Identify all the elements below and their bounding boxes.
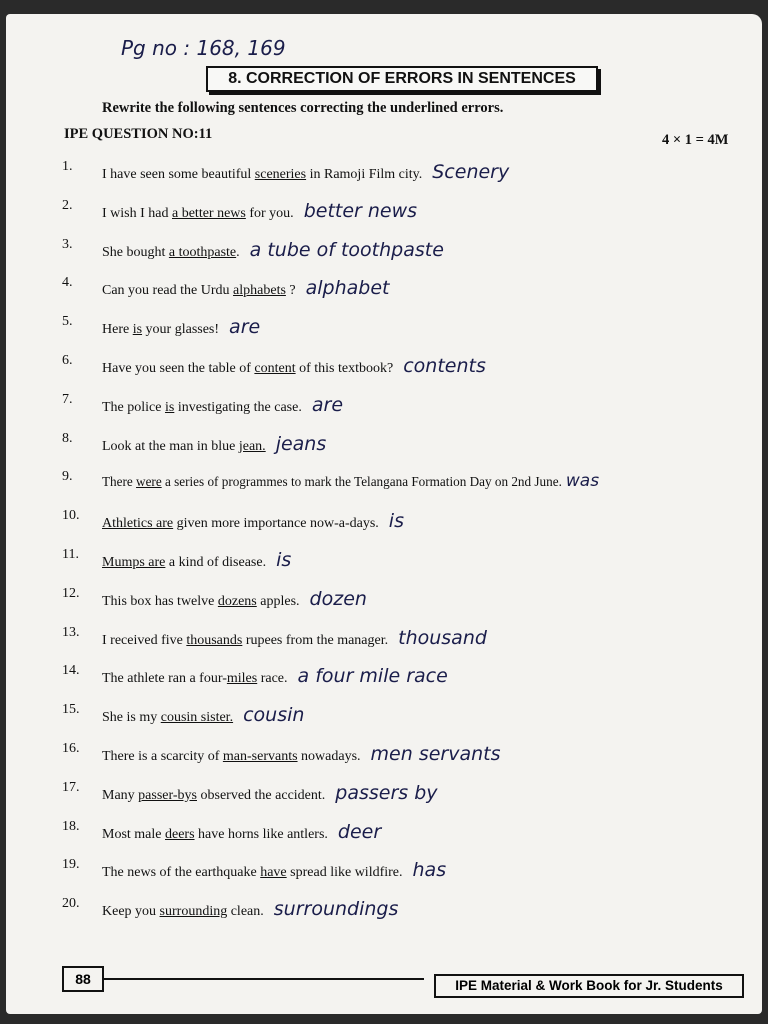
item-number: 10. — [62, 508, 80, 524]
handwritten-answer: is — [388, 510, 404, 533]
item-sentence: Keep you surrounding clean. surroundings — [102, 898, 399, 921]
item-number: 14. — [62, 663, 80, 679]
list-item — [62, 431, 752, 470]
list-item — [62, 392, 752, 431]
handwritten-answer: are — [229, 316, 261, 339]
item-sentence: Most male deers have horns like antlers. deer — [102, 820, 382, 843]
item-number: 8. — [62, 430, 73, 446]
item-sentence: She is my cousin sister. cousin — [102, 704, 305, 727]
item-number: 5. — [62, 314, 73, 330]
list-item — [62, 819, 752, 858]
handwritten-answer: alphabet — [305, 277, 390, 300]
marks-label: 4 × 1 = 4M — [662, 132, 729, 148]
item-number: 3. — [62, 236, 73, 252]
underlined-error: sceneries — [254, 167, 307, 182]
list-item — [62, 702, 752, 741]
item-number: 7. — [62, 391, 73, 407]
item-sentence: She bought a toothpaste. a tube of toothpaste — [102, 238, 444, 261]
handwritten-answer: has — [412, 859, 447, 882]
handwritten-answer: is — [276, 548, 292, 571]
document-page — [6, 14, 762, 1014]
item-sentence: Athletics are given more importance now-a-days. is — [102, 510, 404, 533]
chapter-title: 8. CORRECTION OF ERRORS IN SENTENCES — [206, 66, 598, 92]
underlined-error: passer-bys — [138, 787, 197, 803]
handwritten-answer: deer — [337, 820, 382, 843]
underlined-error: a better news — [172, 205, 246, 221]
list-item — [62, 547, 752, 586]
underlined-error: surrounding — [159, 904, 228, 920]
item-number: 12. — [62, 585, 80, 601]
handwritten-answer: dozen — [309, 587, 367, 610]
list-item — [62, 353, 752, 392]
question-list — [62, 159, 752, 935]
item-sentence: I wish I had a better news for you. better news — [102, 199, 418, 222]
item-sentence: This box has twelve dozens apples. dozen — [102, 587, 367, 610]
underlined-error: Athletics are — [102, 516, 174, 532]
list-item — [62, 741, 752, 780]
item-sentence: There is a scarcity of man-servants nowadays. men servants — [102, 742, 501, 765]
handwritten-answer: contents — [403, 354, 486, 377]
item-sentence: Here is your glasses! are — [102, 316, 261, 339]
item-number: 2. — [62, 197, 73, 213]
question-label: IPE QUESTION NO:11 — [64, 126, 213, 142]
item-number: 20. — [62, 896, 80, 912]
list-item — [62, 857, 752, 896]
item-number: 19. — [62, 857, 80, 873]
item-number: 9. — [62, 469, 73, 485]
item-number: 13. — [62, 624, 80, 640]
handwritten-answer: are — [311, 393, 344, 416]
item-number: 1. — [62, 159, 73, 174]
underlined-error: cousin sister. — [160, 710, 234, 726]
handwritten-answer: a tube of toothpaste — [249, 238, 444, 261]
underlined-error: a toothpaste — [168, 244, 237, 260]
underlined-error: miles — [226, 671, 258, 687]
page-footer — [62, 966, 742, 996]
handwritten-answer: better news — [303, 199, 418, 222]
list-item — [62, 896, 752, 935]
handwritten-answer: Scenery — [432, 161, 510, 183]
item-sentence: I received five thousands rupees from the manager. thousand — [102, 626, 487, 649]
handwritten-answer: jeans — [275, 432, 327, 455]
handwritten-answer: thousand — [398, 626, 487, 649]
item-sentence: There were a series of programmes to mark the Telangana Formation Day on 2nd June. was — [102, 471, 600, 492]
item-sentence: The news of the earthquake have spread like wildfire. has — [102, 859, 447, 882]
list-item — [62, 314, 752, 353]
underlined-error: is — [164, 399, 175, 415]
item-sentence: Mumps are a kind of disease. is — [102, 548, 292, 571]
handwritten-answer: a four mile race — [297, 665, 448, 688]
underlined-error: is — [132, 322, 143, 338]
list-item — [62, 237, 752, 276]
underlined-error: thousands — [186, 632, 243, 648]
item-sentence: Look at the man in blue jean. jeans — [102, 432, 327, 455]
list-item — [62, 275, 752, 314]
item-number: 11. — [62, 546, 79, 562]
underlined-error: alphabets — [233, 283, 286, 299]
list-item — [62, 198, 752, 237]
handwritten-answer: men servants — [370, 742, 501, 765]
underlined-error: dozens — [217, 593, 257, 609]
list-item — [62, 508, 752, 547]
item-sentence: I have seen some beautiful sceneries in Ramoji Film city. Scenery — [102, 161, 510, 183]
item-number: 16. — [62, 740, 80, 756]
instruction-text: Rewrite the following sentences correcting the underlined errors. — [102, 100, 504, 116]
item-number: 17. — [62, 779, 80, 795]
item-number: 4. — [62, 275, 73, 291]
item-number: 15. — [62, 702, 80, 718]
list-item — [62, 780, 752, 819]
list-item — [62, 469, 752, 508]
item-sentence: Many passer-bys observed the accident. passers by — [102, 781, 438, 804]
underlined-error: man-servants — [222, 748, 298, 764]
item-number: 18. — [62, 818, 80, 834]
page-number: 88 — [62, 966, 104, 992]
handwritten-answer: passers by — [335, 781, 438, 804]
underlined-error: content — [254, 360, 296, 376]
book-title: IPE Material & Work Book for Jr. Students — [434, 974, 744, 998]
item-number: 6. — [62, 352, 73, 368]
handwritten-page-note: Pg no : 168, 169 — [121, 36, 286, 60]
underlined-error: jean. — [238, 438, 266, 454]
list-item — [62, 663, 752, 702]
underlined-error: have — [260, 865, 287, 881]
underlined-error: deers — [165, 826, 195, 842]
item-sentence: Can you read the Urdu alphabets ? alphabet — [102, 277, 390, 300]
footer-divider — [104, 978, 424, 980]
item-sentence: The athlete ran a four-miles race. a four mile race — [102, 665, 448, 688]
item-sentence: Have you seen the table of content of this textbook? contents — [102, 354, 486, 377]
handwritten-answer: cousin — [243, 704, 305, 727]
list-item — [62, 625, 752, 664]
list-item — [62, 159, 752, 198]
item-sentence: The police is investigating the case. are — [102, 393, 344, 416]
handwritten-answer: surroundings — [273, 898, 399, 921]
underlined-error: Mumps are — [102, 554, 166, 570]
underlined-error: were — [136, 474, 162, 490]
list-item — [62, 586, 752, 625]
handwritten-answer: was — [565, 471, 600, 492]
